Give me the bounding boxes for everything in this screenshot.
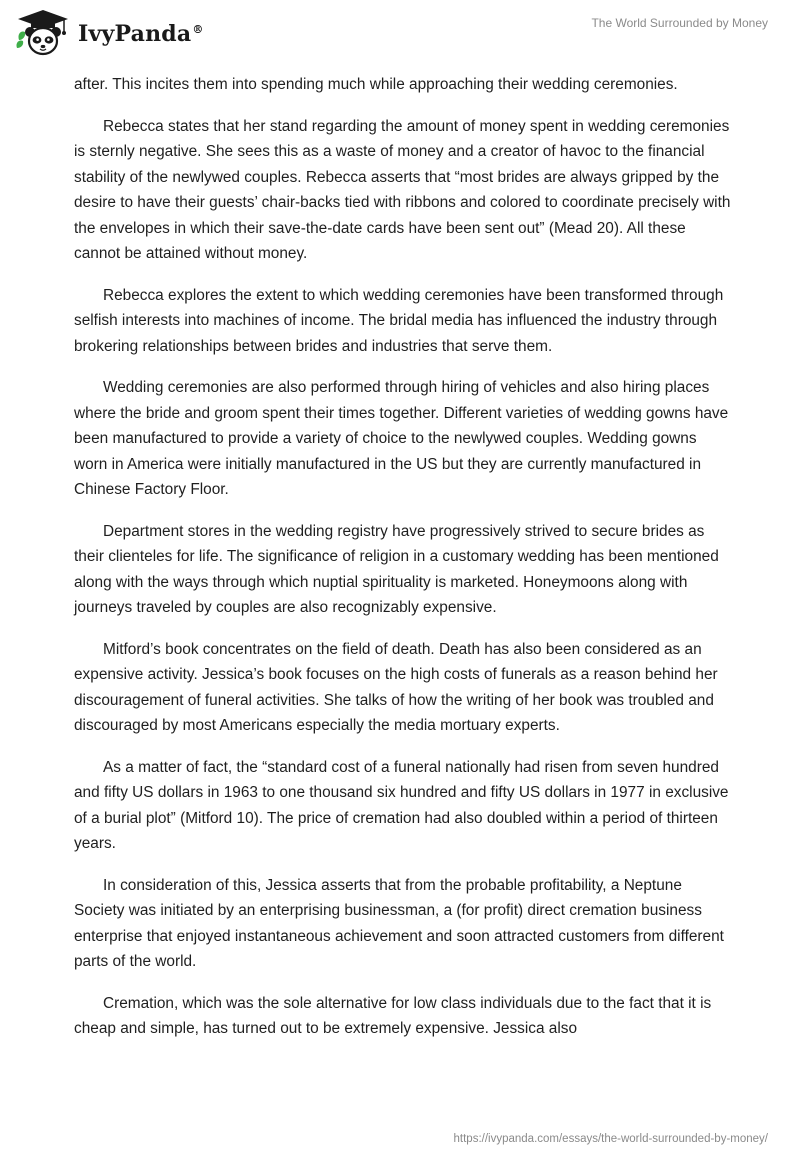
- paragraph: Cremation, which was the sole alternative for low class individuals due to the fact that it is cheap and simple, has turned out to be extremely expensive. Jessica also: [74, 994, 712, 1037]
- paragraph: Wedding ceremonies are also performed through hiring of vehicles and also hiring places where the bride and groom spent their times together. Different varieties of wedding gowns have been manufactured to provide a variety of choice to the newlywed couples. Wedding gowns worn in America were initially manufactured in the US but they are currently manufactured in Chinese Factory Floor.: [74, 379, 729, 498]
- brand-name: IvyPanda®: [78, 21, 204, 47]
- registered-mark: ®: [192, 22, 204, 36]
- paragraph: Rebecca states that her stand regarding the amount of money spent in wedding ceremonies is sternly negative. She sees this as a waste of money and a creator of havoc to the financial stability of the newlywed couples. Rebecca asserts that “most brides are always gripped by the desire to have their guests’ chair-backs tied with ribbons and colored to coordinate precisely with the envelopes in which their save-the-date cards have been sent out” (Mead 20). All these cannot be attained without money.: [74, 117, 731, 262]
- ivypanda-logo[interactable]: [14, 8, 204, 58]
- paragraph: Department stores in the wedding registry have progressively strived to secure brides as their clienteles for life. The significance of religion in a customary wedding has been mentioned along with the ways through which nuptial spirituality is marketed. Honeymoons along with journeys traveled by couples are also recognizably expensive.: [74, 522, 719, 616]
- paragraph: Mitford’s book concentrates on the field of death. Death has also been considered as an expensive activity. Jessica’s book focuses on the high costs of funerals as a reason behind her discouragement of funeral activities. She talks of how the writing of her book was troubled and discouraged by most Americans especially the media mortuary experts.: [74, 640, 718, 734]
- paragraph: after. This incites them into spending much while approaching their wedding ceremonies.: [74, 76, 678, 93]
- essay-body: [74, 72, 734, 1058]
- source-url[interactable]: https://ivypanda.com/essays/the-world-surrounded-by-money/: [453, 1133, 768, 1145]
- paragraph: In consideration of this, Jessica asserts that from the probable profitability, a Neptune Society was initiated by an enterprising businessman, a (for profit) direct cremation business enterprise that enjoyed instantaneous achievement and soon attracted customers from different parts of the world.: [74, 876, 724, 970]
- paragraph: Rebecca explores the extent to which wedding ceremonies have been transformed through selfish interests into machines of income. The bridal media has influenced the industry through brokering relationships between brides and industries that serve them.: [74, 286, 724, 355]
- page-header: [0, 0, 800, 70]
- document-title: The World Surrounded by Money: [591, 16, 768, 30]
- panda-graduate-icon: [14, 8, 72, 58]
- paragraph: As a matter of fact, the “standard cost of a funeral nationally had risen from seven hundred and fifty US dollars in 1963 to one thousand six hundred and fifty US dollars in 1977 in exclusive of a burial plot” (Mitford 10). The price of cremation had also doubled within a period of thirteen years.: [74, 758, 729, 852]
